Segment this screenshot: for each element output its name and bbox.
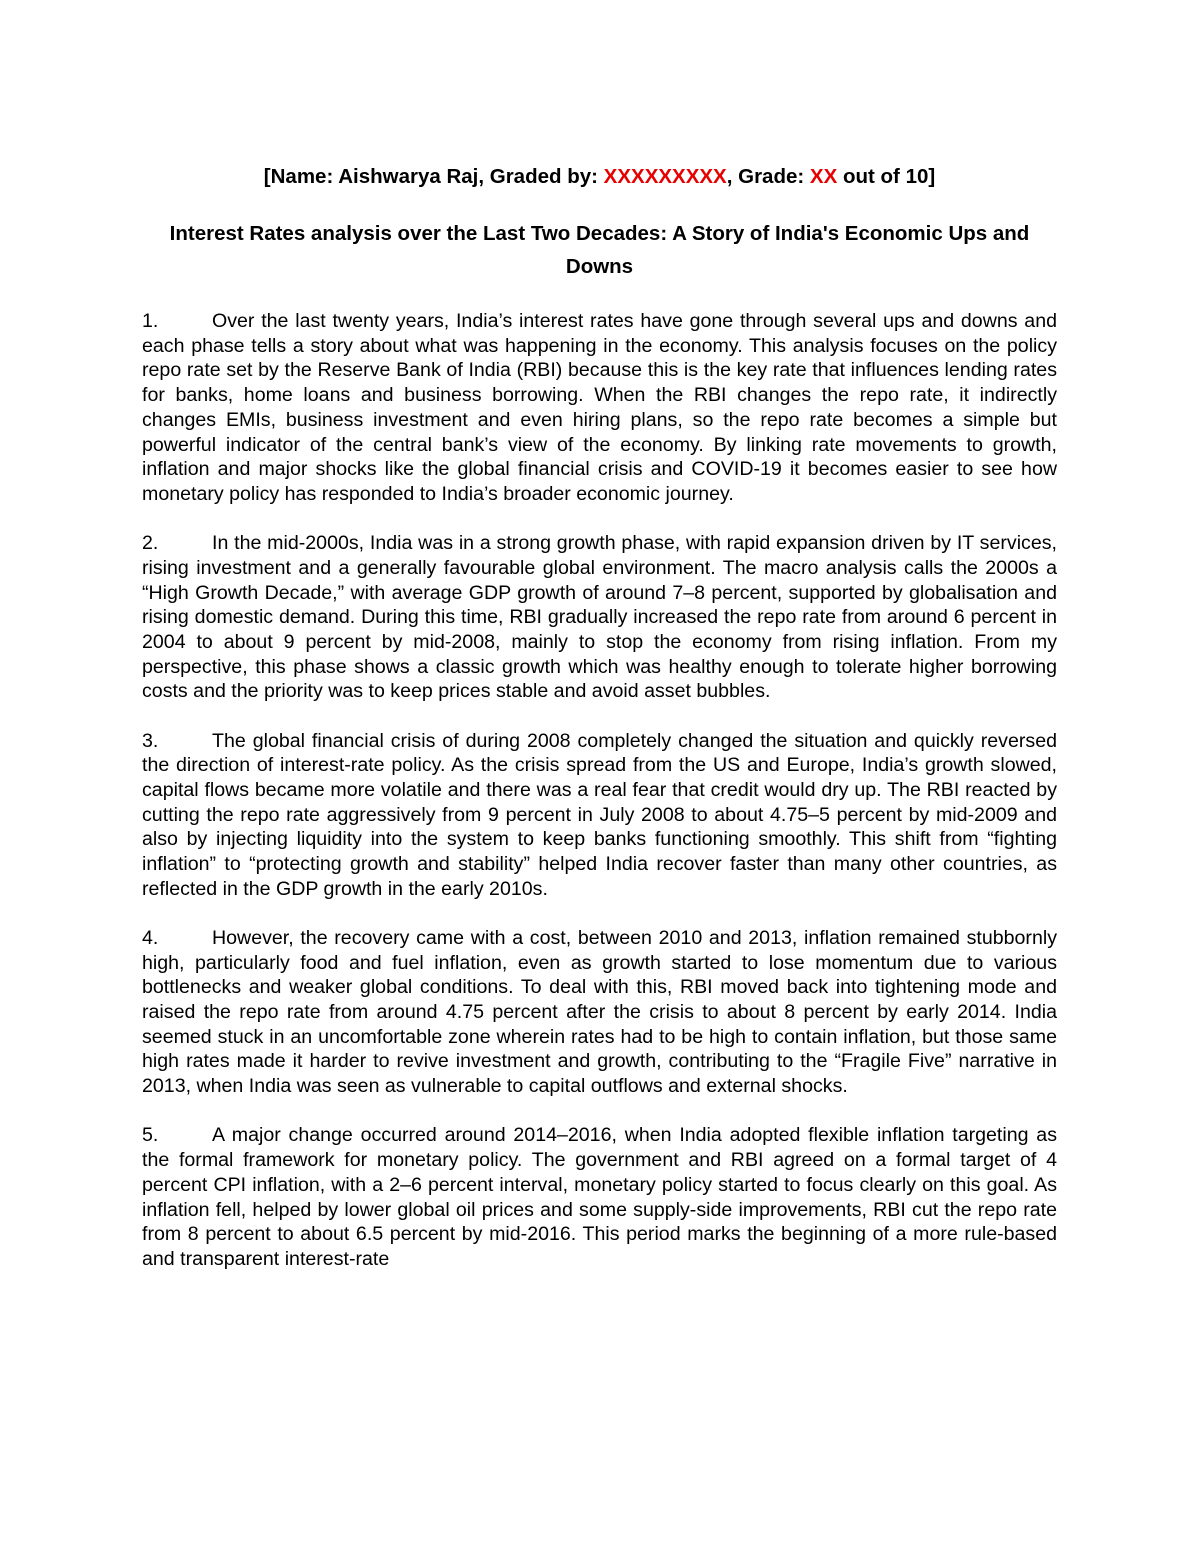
paragraph-number: 3. [142, 729, 159, 752]
paragraph-number: 1. [142, 310, 159, 332]
document-page [142, 160, 1057, 1272]
paragraph-text: The global financial crisis of during 2008 completely changed the situation and quickly reversed the direction of interest-rate policy. As the crisis spread from the US and Europe, India’s growth slowed, capital flows became more volatile and there was a real fear that credit would dry up. The RBI reacted by cutting the repo rate aggressively from 9 percent in July 2008 to about 4.75–5 percent by mid-2009 and also by injecting liquidity into the system to keep banks functioning smoothly. This shift from “fighting inflation” to “protecting growth and stability” helped India recover faster than many other countries, as reflected in the GDP growth in the early 2010s. [142, 729, 1057, 900]
paragraph-1 [142, 309, 1057, 507]
paragraph-number: 5. [142, 1124, 159, 1147]
paragraph-text: However, the recovery came with a cost, between 2010 and 2013, inflation remained stubbornly high, particularly food and fuel inflation, even as growth started to lose momentum due to various bottlenecks and weaker global conditions. To deal with this, RBI moved back into tightening mode and raised the repo rate from around 4.75 percent after the crisis to about 8 percent by early 2014. India seemed stuck in an uncomfortable zone wherein rates had to be high to contain inflation, but those same high rates made it harder to revive investment and growth, contributing to the “Fragile Five” narrative in 2013, when India was seen as vulnerable to capital outflows and external shocks. [142, 926, 1057, 1098]
grader-value: XXXXXXXXX [603, 165, 727, 188]
paragraph-text: Over the last twenty years, India’s interest rates have gone through several ups and downs and each phase tells a story about what was happening in the economy. This analysis focuses on the policy repo rate set by the Reserve Bank of India (RBI) because this is the key rate that influences lending rates for banks, home loans and business borrowing. When the RBI changes the repo rate, it indirectly changes EMIs, business investment and even hiring plans, so the repo rate becomes a simple but powerful indicator of the central bank’s view of the economy. By linking rate movements to growth, inflation and major shocks like the global financial crisis and COVID-19 it becomes easier to see how monetary policy has responded to India’s broader economic journey. [142, 310, 1057, 505]
grade-label: , Grade: [726, 165, 810, 188]
document-title: Interest Rates analysis over the Last Two Decades: A Story of India's Economic Ups and Downs [169, 222, 1030, 278]
grade-suffix: out of 10] [837, 165, 936, 188]
paragraph-5 [142, 1123, 1057, 1271]
paragraph-text: In the mid-2000s, India was in a strong growth phase, with rapid expansion driven by IT services, rising investment and a generally favourable global environment. The macro analysis calls the 2000s a “High Growth Decade,” with average GDP growth of around 7–8 percent, supported by globalisation and rising domestic demand. During this time, RBI gradually increased the repo rate from around 6 percent in 2004 to about 9 percent by mid-2008, mainly to stop the economy from rising inflation. From my perspective, this phase shows a classic growth which was healthy enough to tolerate higher borrowing costs and the priority was to keep prices stable and avoid asset bubbles. [142, 532, 1057, 703]
grade-value: XX [809, 165, 838, 188]
paragraph-number: 4. [142, 926, 159, 949]
paragraph-3 [142, 729, 1057, 902]
paragraph-4 [142, 926, 1057, 1099]
paragraph-text: A major change occurred around 2014–2016, when India adopted flexible inflation targeting as the formal framework for monetary policy. The government and RBI agreed on a formal target of 4 percent CPI inflation, with a 2–6 percent interval, monetary policy started to focus clearly on this goal. As inflation fell, helped by lower global oil prices and some supply-side improvements, RBI cut the repo rate from 8 percent to about 6.5 percent by mid-2016. This period marks the beginning of a more rule-based and transparent interest-rate [142, 1124, 1057, 1270]
paragraph-number: 2. [142, 532, 159, 555]
name-label: [Name: Aishwarya Raj, Graded by: [263, 165, 604, 188]
grading-header [142, 164, 1057, 190]
paragraph-2 [142, 531, 1057, 704]
